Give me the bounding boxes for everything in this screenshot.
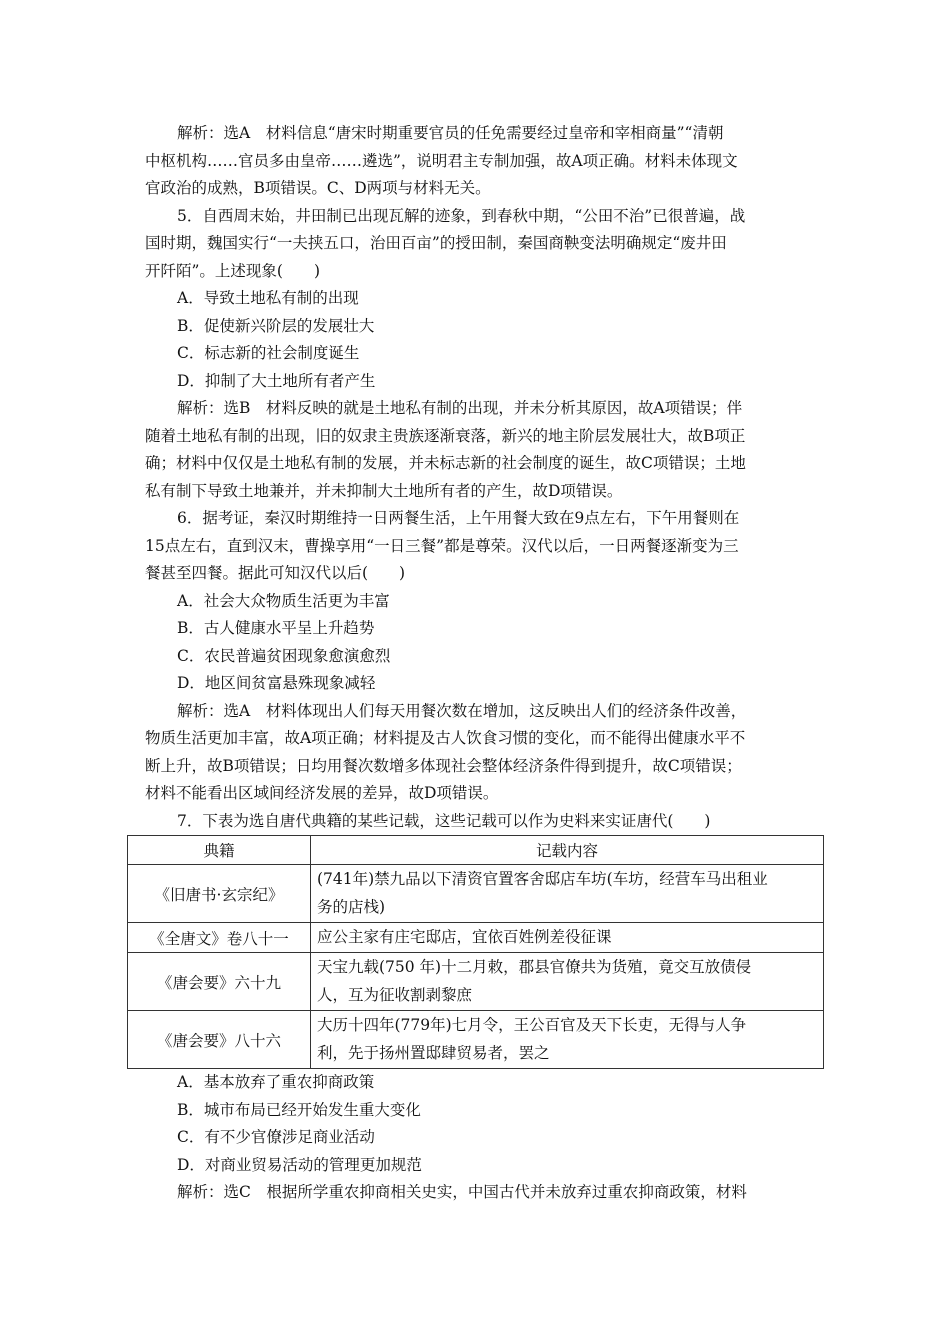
option-a: A．社会大众物质生活更为丰富: [177, 591, 390, 610]
table-header-row: [128, 836, 824, 865]
option-d: D．对商业贸易活动的管理更加规范: [177, 1155, 422, 1174]
text-line: 材料不能看出区域间经济发展的差异，故D项错误。: [145, 784, 499, 802]
option-b: B．古人健康水平呈上升趋势: [177, 619, 375, 637]
analysis-6: 解析：选A 材料体现出人们每天用餐次数在增加，这反映出人们的经济条件改善，: [177, 701, 747, 720]
content-line: 天宝九载(750 年)十二月敕，郡县官僚共为货殖，竟交互放债侵: [317, 958, 752, 976]
question-5: 5．自西周末始，井田制已出现瓦解的迹象，到春秋中期，“公田不治”已很普遍，战: [177, 206, 746, 225]
table-row: [128, 865, 824, 923]
table-cell-content: [311, 953, 824, 1011]
text-column: [145, 120, 825, 1207]
table-header-book: 典籍: [128, 836, 311, 865]
records-table: [127, 835, 824, 1069]
content-line: (741年)禁九品以下清资官置客舍邸店车坊(车坊，经营车马出租业: [317, 870, 768, 888]
table-cell-book: 《全唐文》卷八十一: [128, 923, 311, 953]
text-line: 官政治的成熟，B项错误。C、D两项与材料无关。: [145, 179, 491, 197]
content-line: 利，先于扬州置邸肆贸易者，罢之: [317, 1043, 550, 1062]
table-row: [128, 923, 824, 953]
question-7: 7．下表为选自唐代典籍的某些记载，这些记载可以作为史料来实证唐代( ): [177, 811, 711, 830]
option-a: A．导致土地私有制的出现: [177, 289, 359, 307]
content-line: 务的店栈): [317, 897, 386, 916]
table-cell-book: 《旧唐书·玄宗纪》: [128, 865, 311, 923]
text-line: 开阡陌”。上述现象( ): [145, 261, 321, 280]
table-cell-content: [311, 1011, 824, 1069]
text-line: 15点左右，直到汉末，曹操享用“一日三餐”都是尊荣。汉代以后，一日两餐逐渐变为三: [145, 536, 739, 555]
table-cell-content: [311, 923, 824, 953]
option-d: D．抑制了大土地所有者产生: [177, 371, 376, 390]
text-line: 解析：选A 材料信息“唐宋时期重要官员的任免需要经过皇帝和宰相商量”“清朝: [177, 124, 724, 142]
text-block-upper: [145, 120, 825, 835]
table-cell-book: 《唐会要》八十六: [128, 1011, 311, 1069]
option-a: A．基本放弃了重农抑商政策: [177, 1073, 375, 1091]
text-line: 物质生活更加丰富，故A项正确；材料提及古人饮食习惯的变化，而不能得出健康水平不: [145, 729, 746, 747]
option-c: C．标志新的社会制度诞生: [177, 344, 360, 362]
table-cell-book: 《唐会要》六十九: [128, 953, 311, 1011]
text-line: 确；材料中仅仅是土地私有制的发展，并未标志新的社会制度的诞生，故C项错误；土地: [145, 454, 746, 472]
text-line: 随着土地私有制的出现，旧的奴隶主贵族逐渐衰落，新兴的地主阶层发展壮大，故B项正: [145, 426, 746, 445]
content-line: 人，互为征收割剥黎庶: [317, 985, 473, 1004]
text-line: 国时期，魏国实行“一夫挟五口，治田百亩”的授田制，秦国商鞅变法明确规定“废井田: [145, 234, 727, 252]
text-line: 断上升，故B项错误；日均用餐次数增多体现社会整体经济条件得到提升，故C项错误；: [145, 756, 742, 775]
text-line: 餐甚至四餐。据此可知汉代以后( ): [145, 564, 406, 582]
table-row: [128, 1011, 824, 1069]
text-line: 私有制下导致土地兼并，并未抑制大土地所有者的产生，故D项错误。: [145, 481, 623, 500]
content-line: 应公主家有庄宅邸店，宜依百姓例差役征课: [317, 927, 612, 946]
option-d: D．地区间贫富悬殊现象减轻: [177, 674, 376, 692]
content-line: 大历十四年(779年)七月令，王公百官及天下长吏，无得与人争: [317, 1016, 747, 1034]
option-b: B．促使新兴阶层的发展壮大: [177, 316, 375, 335]
table-row: [128, 953, 824, 1011]
option-b: B．城市布局已经开始发生重大变化: [177, 1100, 421, 1119]
table-cell-content: [311, 865, 824, 923]
table-header-content: 记载内容: [311, 836, 824, 865]
option-c: C．有不少官僚涉足商业活动: [177, 1128, 375, 1146]
option-c: C．农民普遍贫困现象愈演愈烈: [177, 646, 391, 665]
question-6: 6．据考证，秦汉时期维持一日两餐生活，上午用餐大致在9点左右，下午用餐则在: [177, 509, 740, 527]
text-block-lower: [145, 1069, 825, 1207]
text-line: 中枢机构……官员多由皇帝……遴选”，说明君主专制加强，故A项正确。材料未体现文: [145, 151, 738, 170]
analysis-5: 解析：选B 材料反映的就是土地私有制的出现，并未分析其原因，故A项错误；伴: [177, 399, 743, 417]
analysis-7: 解析：选C 根据所学重农抑商相关史实，中国古代并未放弃过重农抑商政策，材料: [177, 1183, 747, 1201]
